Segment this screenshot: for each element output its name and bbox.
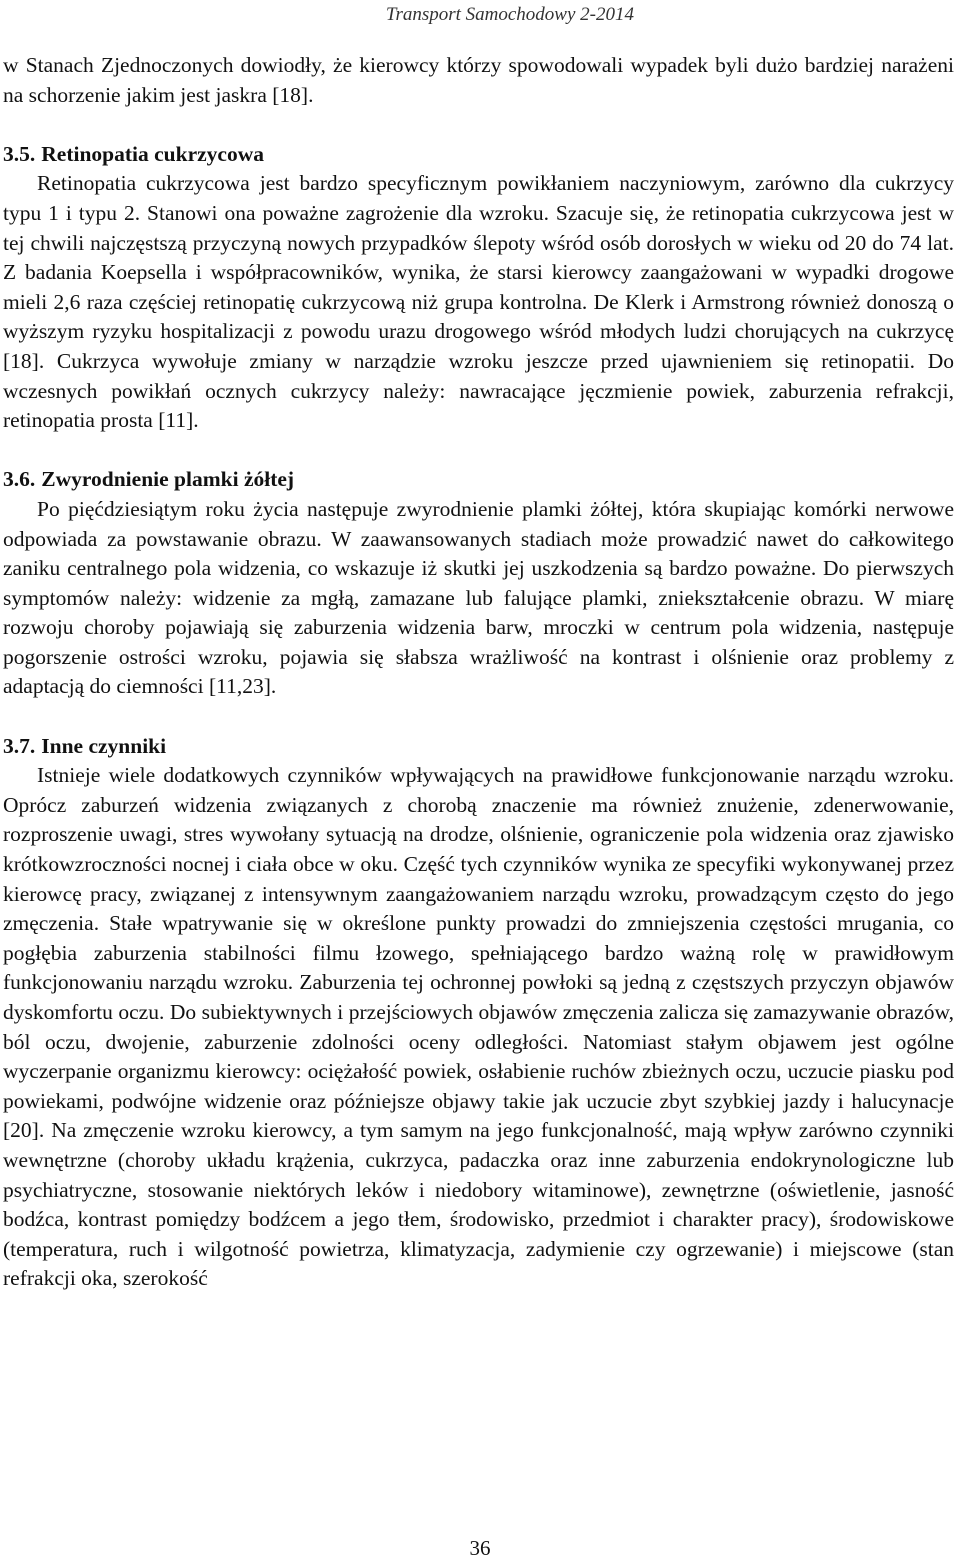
section-body-3-6: Po pięćdziesiątym roku życia następuje zwyrodnienie plamki żółtej, która skupiając komórki nerwowe odpowiada za powstawanie obrazu. W zaawansowanych stadiach może prowadzić nawet do całkowitego zaniku centralnego pola widzenia, co wskazuje iż skutki jej uszkodzenia są bardzo poważne. Do pierwszych symptomów należy: widzenie za mgłą, zamazane lub falujące plamki, zniekształcenie obrazu. W miarę rozwoju choroby pojawiają się zaburzenia widzenia barw, mroczki w centrum pola widzenia, następuje pogorszenie ostrości wzroku, pojawia się słabsza wrażliwość na kontrast i olśnienie oraz problemy z adaptacją do ciemności [11,23]. — [3, 496, 954, 699]
section-heading-3-5 — [3, 140, 954, 170]
section-number: 3.7. — [3, 733, 36, 758]
article-body — [3, 51, 954, 1294]
section-body-3-5: Retinopatia cukrzycowa jest bardzo specyficznym powikłaniem naczyniowym, zarówno dla cukrzycy typu 1 i typu 2. Stanowi ona poważne zagrożenie dla wzroku. Szacuje się, że retinopatia cukrzycowa jest w tej chwili najczęstszą przyczyną nowych przypadków ślepoty wśród osób dorosłych w wieku od 20 do 74 lat. Z badania Koepsella i współpracowników, wynika, że starsi kierowcy zaangażowani w wypadki drogowe mieli 2,6 raza częściej retinopatię cukrzycową niż grupa kontrolna. De Klerk i Armstrong również donoszą o wyższym ryzyku hospitalizacji z powodu urazu drogowego wśród młodych ludzi chorujących na cukrzycę [18]. Cukrzyca wywołuje zmiany w narządzie wzroku jeszcze przed ujawnieniem się retinopatii. Do wczesnych powikłań ocznych cukrzycy należy: nawracające jęczmienie powiek, zaburzenia refrakcji, retinopatia prosta [11]. — [3, 171, 954, 433]
spacer — [3, 702, 954, 732]
section-number: 3.6. — [3, 467, 36, 492]
page-number: 36 — [469, 1536, 491, 1560]
section-heading-3-7 — [3, 732, 954, 762]
spacer — [3, 436, 954, 466]
intro-paragraph: w Stanach Zjednoczonych dowiodły, że kierowcy którzy spowodowali wypadek byli dużo bardziej narażeni na schorzenie jakim jest jaskra [18]. — [3, 53, 954, 107]
spacer — [3, 110, 954, 140]
section-body-3-7: Istnieje wiele dodatkowych czynników wpływających na prawidłowe funkcjonowanie narządu wzroku. Oprócz zaburzeń widzenia związanych z chorobą znaczenie ma również znużenie, zdenerwowanie, rozproszenie uwagi, stres wywołany sytuacją na drodze, olśnienie, ograniczenie pola widzenia oraz zjawisko krótkowzroczności nocnej i ciała obce w oku. Część tych czynników wynika ze specyfiki wykonywanej przez kierowcę pracy, związanej z intensywnym zaangażowaniem narządu wzroku, prowadzącym często do jego zmęczenia. Stałe wpatrywanie się w określone punkty prowadzi do zmniejszenia częstości mrugania, co pogłębia zaburzenia stabilności filmu łzowego, spełniającego bardzo ważną rolę w prawidłowym funkcjonowaniu narządu wzroku. Zaburzenia tej ochronnej powłoki są jedną z częstszych przyczyn objawów dyskomfortu oczu. Do subiektywnych i przejściowych objawów zmęczenia zalicza się zamazywanie obrazów, ból oczu, dwojenie, zaburzenie zdolności oceny odległości. Natomiast stałym objawem jest ogólne wyczerpanie organizmu kierowcy: ociężałość powiek, osłabienie ruchów zbieżnych oczu, uczucie piasku pod powiekami, podwójne widzenie oraz późniejsze objawy takie jak uczucie zbyt szybkiej jazdy i halucynacje [20]. Na zmęczenie wzroku kierowcy, a tym samym na jego funkcjonalność, mają wpływ zarówno czynniki wewnętrzne (choroby układu krążenia, cukrzyca, padaczka oraz inne zaburzenia endokrynologiczne lub psychiatryczne, stosowanie niektórych leków i niedobory witaminowe), zewnętrzne (oświetlenie, jasność bodźca, kontrast pomiędzy bodźcem a jego tłem, środowisko, przedmiot i charakter pracy), środowiskowe (temperatura, ruch i wilgotność powietrza, klimatyzacja, zadymienie czy ogrzewanie) i miejscowe (stan refrakcji oka, szerokość — [3, 763, 954, 1291]
running-head: Transport Samochodowy 2-2014 — [385, 4, 634, 25]
section-title: Retinopatia cukrzycowa — [41, 141, 264, 166]
section-number: 3.5. — [3, 141, 36, 166]
section-title: Zwyrodnienie plamki żółtej — [41, 467, 295, 492]
section-heading-3-6 — [3, 465, 954, 495]
section-title: Inne czynniki — [41, 733, 167, 758]
